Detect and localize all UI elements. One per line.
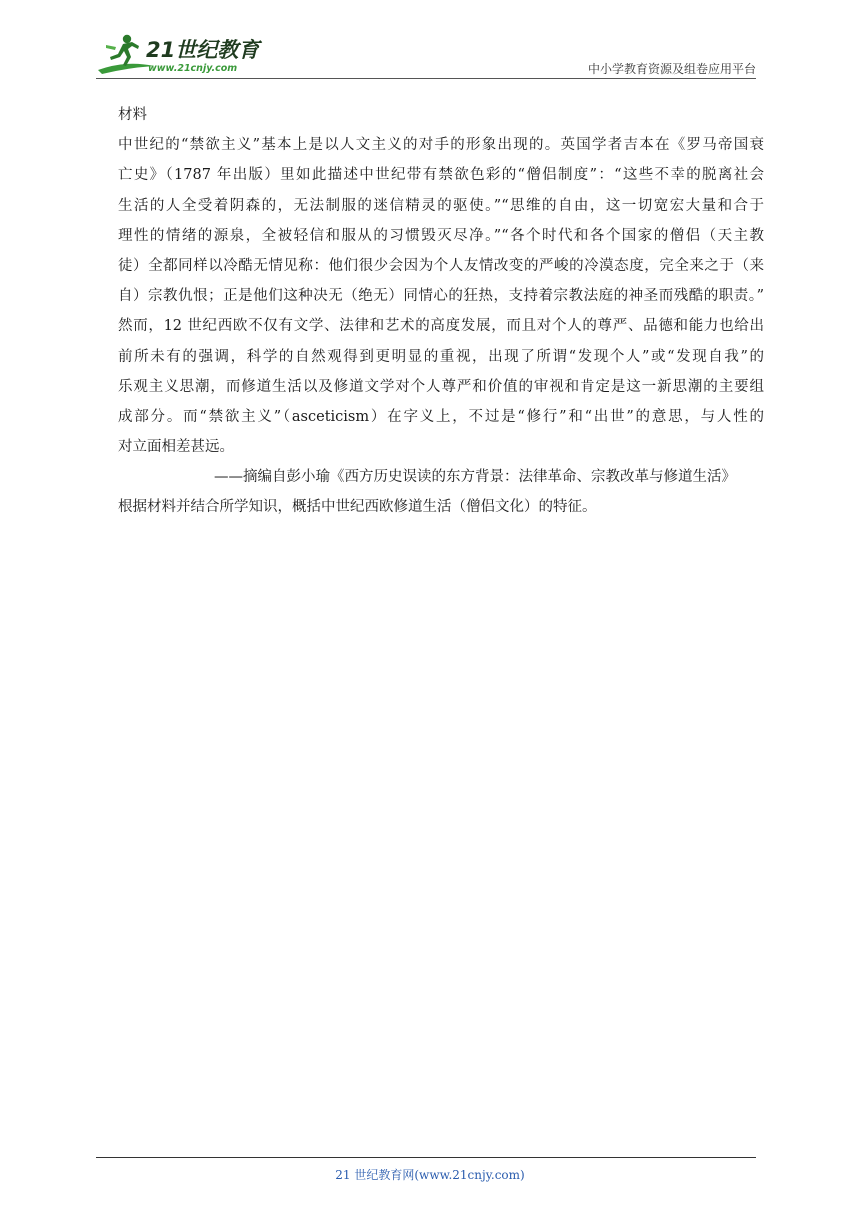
paragraph-line: 亡史》（1787 年出版）里如此描述中世纪带有禁欲色彩的“僧侣制度”：“这些不幸的脱离社会 (118, 167, 764, 184)
document-body (118, 100, 764, 523)
paragraph-line: 乐观主义思潮，而修道生活以及修道文学对个人尊严和价值的审视和肯定是这一新思潮的主要组 (118, 378, 764, 395)
paragraph-line: 中世纪的“禁欲主义”基本上是以人文主义的对手的形象出现的。英国学者吉本在《罗马帝国衰 (118, 137, 764, 154)
question-text: 根据材料并结合所学知识，概括中世纪西欧修道生活（僧侣文化）的特征。 (118, 499, 597, 516)
page-footer: 21 世纪教育网(www.21cnjy.com) (335, 1168, 525, 1182)
material-label: 材料 (118, 107, 147, 123)
paragraph-line: 前所未有的强调，科学的自然观得到更明显的重视，出现了所谓“发现个人”或“发现自我”的 (118, 348, 764, 365)
paragraph-line: 徒）全都同样以冷酷无情见称：他们很少会因为个人友情改变的严峻的冷漠态度，完全来之于（来 (118, 257, 764, 274)
paragraph-line: 理性的情绪的源泉，全被轻信和服从的习惯毁灭尽净。”“各个时代和各个国家的僧侣（天主教 (118, 227, 764, 244)
source-citation: ——摘编自彭小瑜《西方历史误读的东方背景：法律革命、宗教改革与修道生活》 (214, 469, 736, 486)
runner-icon (106, 35, 139, 66)
header-divider (96, 78, 756, 79)
platform-title: 中小学教育资源及组卷应用平台 (587, 62, 756, 76)
paragraph-line: 对立面相差甚远。 (118, 439, 234, 456)
logo-main-text: 21世纪教育 (146, 38, 260, 62)
page-header (96, 30, 756, 78)
paragraph-line: 生活的人全受着阴森的，无法制服的迷信精灵的驱使。”“思维的自由，这一切宽宏大量和合于 (118, 197, 764, 214)
paragraph-line: 自）宗教仇恨；正是他们这种决无（绝无）同情心的狂热，支持着宗教法庭的神圣而残酷的职责。” (118, 288, 764, 305)
footer-divider (96, 1157, 756, 1158)
paragraph-line: 然而，12 世纪西欧不仅有文学、法律和艺术的高度发展，而且对个人的尊严、品德和能力也给出 (118, 318, 764, 335)
logo-url-text: www.21cnjy.com (148, 63, 238, 74)
paragraph-line: 成部分。而“禁欲主义”（asceticism）在字义上，不过是“修行”和“出世”的意思，与人性的 (118, 408, 764, 425)
site-logo (96, 30, 266, 76)
